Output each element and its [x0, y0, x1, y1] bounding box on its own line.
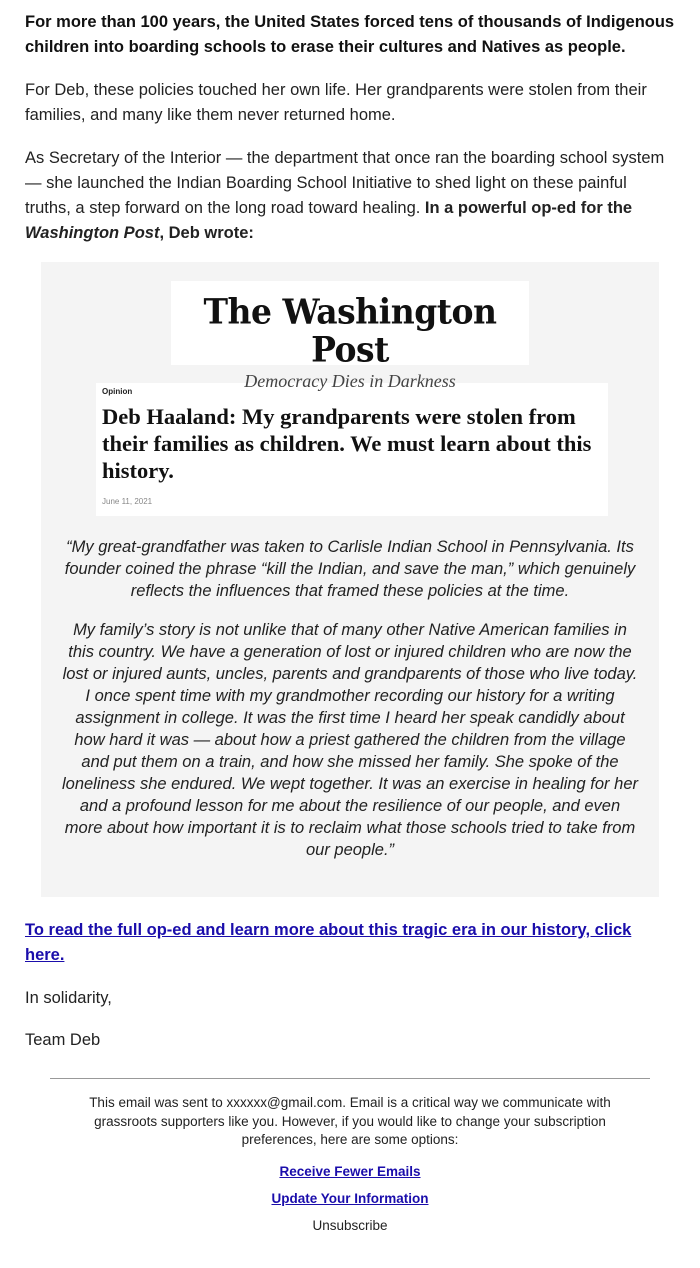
washington-post-logo: The Washington Post [203, 291, 497, 370]
oped-date: June 11, 2021 [102, 497, 153, 506]
oped-headline-card [96, 383, 608, 516]
opinion-kicker: Opinion [102, 387, 133, 396]
signature: Team Deb [25, 1031, 101, 1049]
signoff: In solidarity, [25, 989, 112, 1007]
washington-post-tagline: Democracy Dies in Darkness [244, 371, 456, 391]
quote-paragraph-2: My family’s story is not unlike that of many other Native American families in this country. We have a generation of lost or injured children who are now the lost or injured aunts, uncles, parents and grandparents of those who live today. I once spent time with my grandmother recording our history for a writing assignment in college. It was the first time I heard her speak candidly about how hard it was — about how a priest gathered the children from the village and put them on a train, and how she missed her family. She spoke of the loneliness she endured. We wept together. It was an exercise in healing for her and a profound lesson for me about the resilience of our people, and even more about how important it is to reclaim what those schools tried to take from our people.” [61, 621, 638, 859]
intro-lead: For more than 100 years, the United States forced tens of thousands of Indigenous children into boarding schools to erase their cultures and Natives as people. [25, 13, 675, 56]
receive-fewer-emails-link[interactable]: Receive Fewer Emails [279, 1163, 421, 1179]
oped-intro-bold-end: , Deb wrote: [159, 224, 254, 242]
intro-paragraph-3-text: As Secretary of the Interior — the department that once ran the boarding school system — she launched the Indian Boarding School Initiative to shed light on these painful truths, a step forward on the long road toward healing. [25, 149, 665, 217]
footer-notice: This email was sent to xxxxxx@gmail.com. Email is a critical way we communicate with grassroots supporters like you. However, if you would like to change your subscription preferences, here are some options: [89, 1095, 611, 1147]
oped-quote-box [41, 262, 659, 897]
oped-publication-name: Washington Post [25, 224, 160, 242]
email-footer [0, 1079, 700, 1235]
intro-paragraph-3 [25, 146, 675, 246]
email-body [0, 0, 700, 246]
intro-paragraph-2: For Deb, these policies touched her own life. Her grandparents were stolen from their families, and many like them never returned home. [25, 81, 647, 124]
oped-quote [41, 536, 659, 861]
unsubscribe-link[interactable]: Unsubscribe [312, 1217, 388, 1233]
update-information-link[interactable]: Update Your Information [271, 1190, 429, 1206]
email-closing [0, 918, 700, 1053]
washington-post-masthead [171, 281, 529, 391]
read-full-oped-link[interactable]: To read the full op-ed and learn more about this tragic era in our history, click here. [25, 921, 632, 964]
oped-headline: Deb Haaland: My grandparents were stolen from their families as children. We must learn about this history. [102, 404, 592, 483]
quote-paragraph-1: “My great-grandfather was taken to Carlisle Indian School in Pennsylvania. Its founder coined the phrase “kill the Indian, and save the man,” which genuinely reflects the influences that framed these policies at the time. [64, 538, 636, 600]
oped-intro-bold: In a powerful op-ed for the [424, 199, 633, 217]
